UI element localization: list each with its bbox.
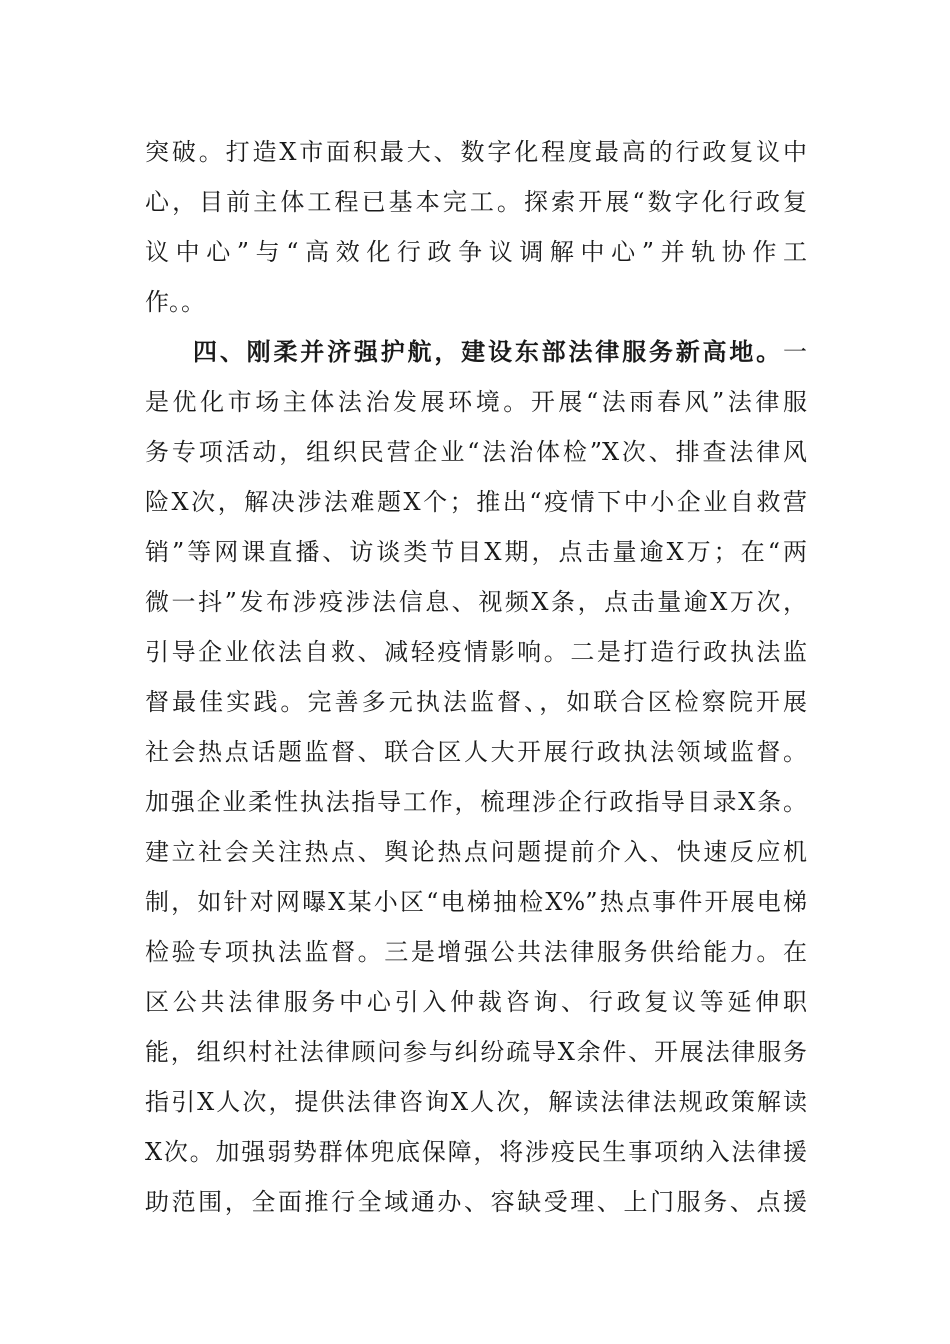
section-heading-tail: 一: [783, 338, 807, 366]
section-heading: 四、刚柔并济强护航，建设东部法律服务新高地。: [193, 337, 783, 366]
text-line: 是优化市场主体法治发展环境。开展“法雨春风”法律服: [145, 388, 807, 416]
text-line: 作。。: [145, 288, 205, 316]
text-line: X次。加强弱势群体兜底保障，将涉疫民生事项纳入法律援: [145, 1138, 807, 1166]
text-line: 督最佳实践。完善多元执法监督、，如联合区检察院开展: [145, 688, 807, 716]
text-line: 险X次，解决涉法难题X个；推出“疫情下中小企业自救营: [145, 488, 807, 516]
section-heading-line: [193, 337, 807, 367]
text-line: 建立社会关注热点、舆论热点问题提前介入、快速反应机: [145, 838, 807, 866]
text-line: 销”等网课直播、访谈类节目X期，点击量逾X万；在“两: [145, 538, 807, 566]
text-line: 微一抖”发布涉疫涉法信息、视频X条，点击量逾X万次，: [145, 588, 807, 616]
text-line: 区公共法律服务中心引入仲裁咨询、行政复议等延伸职: [145, 988, 807, 1016]
text-line: 务专项活动，组织民营企业“法治体检”X次、排查法律风: [145, 438, 807, 466]
text-line: 议中心”与“高效化行政争议调解中心”并轨协作工: [145, 238, 807, 266]
text-line: 心，目前主体工程已基本完工。探索开展“数字化行政复: [145, 188, 807, 216]
text-line: 检验专项执法监督。三是增强公共法律服务供给能力。在: [145, 938, 807, 966]
text-line: 助范围，全面推行全域通办、容缺受理、上门服务、点援: [145, 1188, 807, 1216]
text-line: 引导企业依法自救、减轻疫情影响。二是打造行政执法监: [145, 638, 807, 666]
text-line: 制，如针对网曝X某小区“电梯抽检X%”热点事件开展电梯: [145, 888, 807, 916]
text-line: 能，组织村社法律顾问参与纠纷疏导X余件、开展法律服务: [145, 1038, 807, 1066]
text-line: 指引X人次，提供法律咨询X人次，解读法律法规政策解读: [145, 1088, 807, 1116]
text-line: 社会热点话题监督、联合区人大开展行政执法领域监督。: [145, 738, 807, 766]
text-line: 突破。打造X市面积最大、数字化程度最高的行政复议中: [145, 138, 807, 166]
text-line: 加强企业柔性执法指导工作，梳理涉企行政指导目录X条。: [145, 788, 807, 816]
